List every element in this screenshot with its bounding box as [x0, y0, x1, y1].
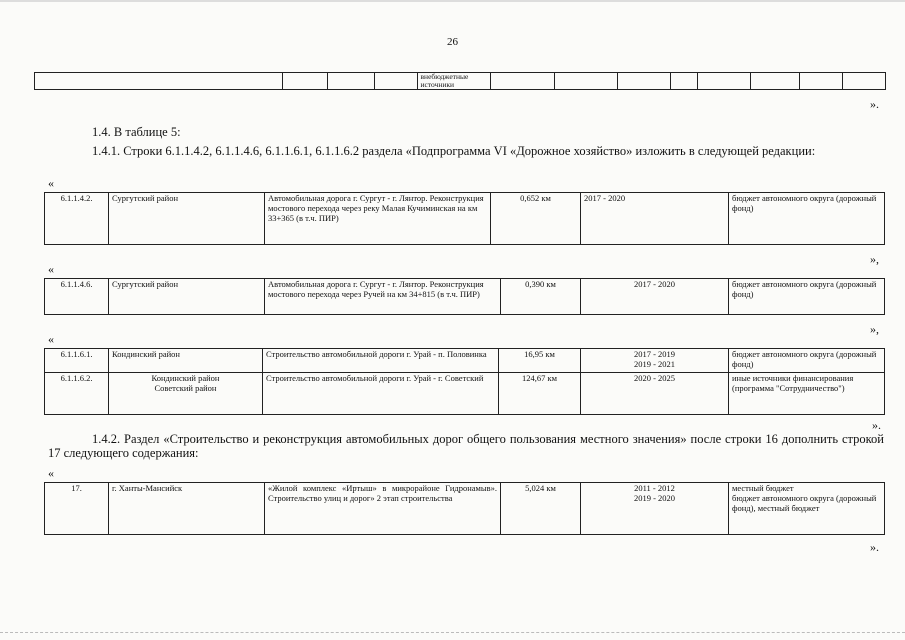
- top-table-cell: [282, 73, 327, 90]
- scan-edge-bottom: [0, 632, 905, 634]
- row-years-line: 2011 - 2012: [634, 483, 675, 493]
- row-district-line: Кондинский район: [151, 373, 220, 383]
- row-funding-line: бюджет автономного округа (дорожный фонд), местный бюджет: [732, 493, 877, 513]
- top-table-cell: [35, 73, 283, 90]
- top-table-cell: [374, 73, 417, 90]
- row-length: 5,024 км: [501, 483, 581, 535]
- row-code: 6.1.1.4.6.: [45, 279, 109, 315]
- row-length: 0,390 км: [501, 279, 581, 315]
- row-years: [581, 349, 729, 373]
- top-table-cell: [617, 73, 670, 90]
- row-years: 2020 - 2025: [581, 373, 729, 415]
- table-row-6-1-1-4-6: [44, 278, 885, 315]
- row-code: 6.1.1.6.2.: [45, 373, 109, 415]
- top-table-cell: [554, 73, 617, 90]
- row-funding-source: иные источники финансирования (программа "Сотрудничество"): [729, 373, 885, 415]
- row-object-name: Строительство автомобильной дороги г. Урай - п. Половинка: [263, 349, 499, 373]
- closing-quote: ».: [870, 540, 879, 554]
- row-funding-source: бюджет автономного округа (дорожный фонд): [729, 349, 885, 373]
- row-funding-source: бюджет автономного округа (дорожный фонд): [729, 193, 885, 245]
- row-length: 0,652 км: [491, 193, 581, 245]
- opening-quote: «: [48, 332, 54, 346]
- row-length: 124,67 км: [499, 373, 581, 415]
- opening-quote: «: [48, 262, 54, 276]
- top-table-cell: [327, 73, 374, 90]
- row-district: Сургутский район: [109, 279, 265, 315]
- row-object-name: «Жилой комплекс «Иртыш» в микрорайоне Гидронамыв». Строительство улиц и дорог» 2 этап строительства: [265, 483, 501, 535]
- top-table-cell: [750, 73, 799, 90]
- row-object-name: Строительство автомобильной дороги г. Урай - г. Советский: [263, 373, 499, 415]
- closing-quote: ».: [870, 97, 879, 111]
- row-code: 6.1.1.4.2.: [45, 193, 109, 245]
- closing-quote: »,: [870, 322, 879, 336]
- row-district: [109, 373, 263, 415]
- top-table: [34, 72, 886, 90]
- row-code: 6.1.1.6.1.: [45, 349, 109, 373]
- scan-edge-top: [0, 0, 905, 2]
- opening-quote: «: [48, 176, 54, 190]
- row-object-name: Автомобильная дорога г. Сургут - г. Лянтор. Реконструкция мостового перехода через реку Малая Кучиминская на км 33+365 (в т.ч. ПИР): [265, 193, 491, 245]
- row-code: 17.: [45, 483, 109, 535]
- table-row-6-1-1-4-2: [44, 192, 885, 245]
- paragraph-1-4: 1.4. В таблице 5:: [92, 125, 181, 139]
- paragraph-1-4-2: 1.4.2. Раздел «Строительство и реконструкция автомобильных дорог общего пользования местного значения» после строки 16 дополнить строкой 17 следующего содержания:: [48, 432, 884, 460]
- row-funding-source: бюджет автономного округа (дорожный фонд): [729, 279, 885, 315]
- page-number: 26: [447, 36, 458, 48]
- row-length: 16,95 км: [499, 349, 581, 373]
- paragraph-1-4-1: 1.4.1. Строки 6.1.1.4.2, 6.1.1.4.6, 6.1.1.6.1, 6.1.1.6.2 раздела «Подпрограмма VI «Дорожное хозяйство» изложить в следующей редакции:: [92, 144, 816, 158]
- row-object-name: Автомобильная дорога г. Сургут - г. Лянтор. Реконструкция мостового перехода через Ручей на км 34+815 (в т.ч. ПИР): [265, 279, 501, 315]
- row-years: 2017 - 2020: [581, 279, 729, 315]
- top-table-cell: [800, 73, 843, 90]
- row-years-line: 2019 - 2021: [633, 359, 676, 369]
- opening-quote: «: [48, 466, 54, 480]
- top-table-cell: [491, 73, 554, 90]
- row-district: Сургутский район: [109, 193, 265, 245]
- row-funding-source: [729, 483, 885, 535]
- top-table-cell: [671, 73, 698, 90]
- row-funding-line: местный бюджет: [732, 483, 794, 493]
- top-table-cell: [842, 73, 885, 90]
- table-row-17: [44, 482, 885, 535]
- row-district: Кондинский район: [109, 349, 263, 373]
- row-district: г. Ханты-Мансийск: [109, 483, 265, 535]
- row-years: 2017 - 2020: [581, 193, 729, 245]
- row-years-line: 2019 - 2020: [633, 493, 676, 503]
- row-years-line: 2017 - 2019: [633, 349, 676, 359]
- row-years: [581, 483, 729, 535]
- top-table-cell: [697, 73, 750, 90]
- table-rows-6-1-1-6: [44, 348, 885, 415]
- closing-quote: ».: [872, 418, 881, 432]
- row-district-line: Советский район: [154, 383, 217, 393]
- top-table-source-cell: внебюджетные источники: [417, 73, 491, 90]
- closing-quote: »,: [870, 252, 879, 266]
